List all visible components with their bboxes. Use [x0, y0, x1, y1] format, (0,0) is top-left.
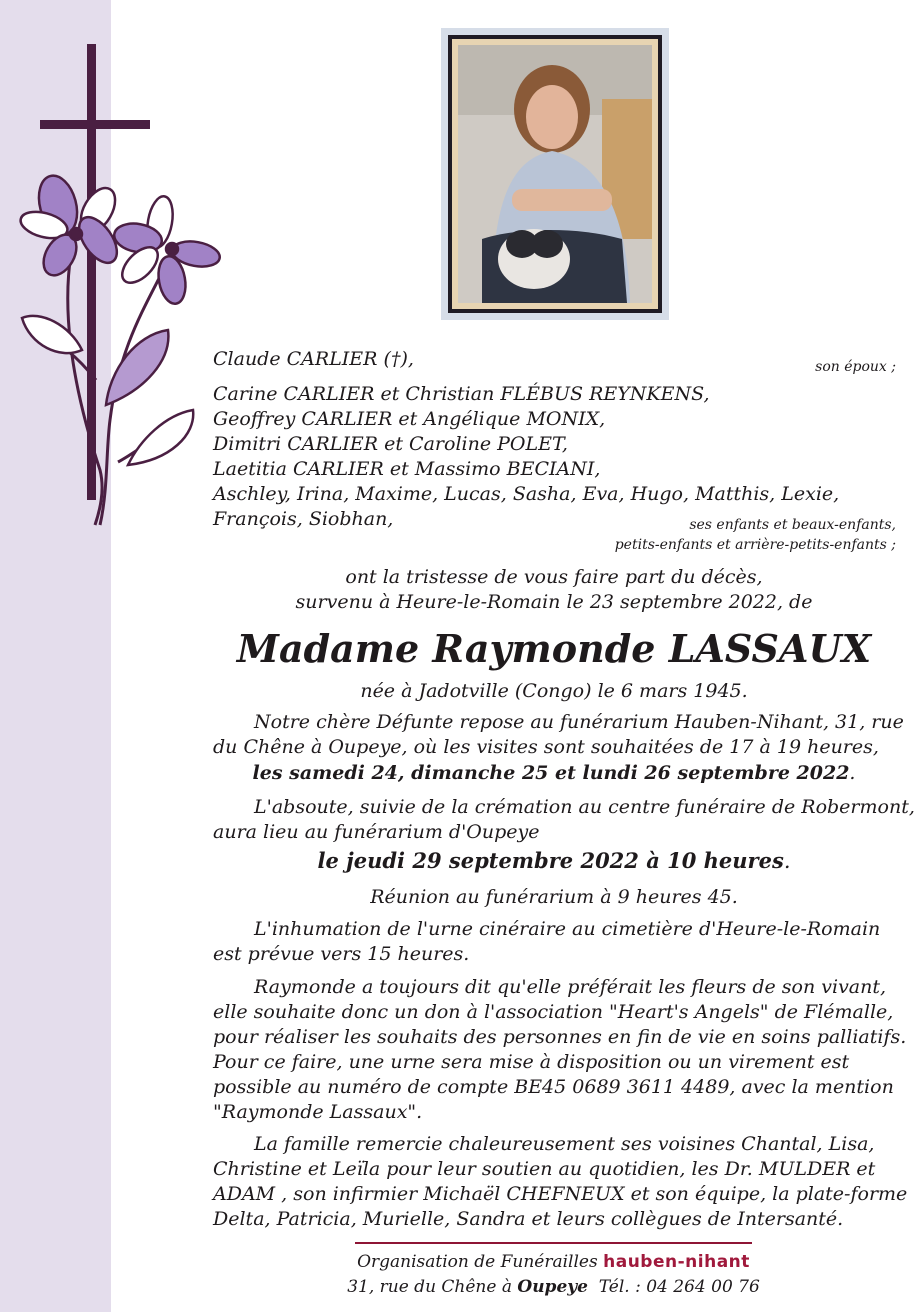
announcement-line: ont la tristesse de vous faire part du décès,: [345, 566, 763, 588]
body-line: ADAM , son infirmier Michaël CHEFNEUX et son équipe, la plate-forme: [213, 1183, 908, 1205]
body-line: Raymonde a toujours dit qu'elle préférait les fleurs de son vivant,: [254, 976, 887, 998]
spouse-role: son époux ;: [815, 359, 896, 375]
body-line: Delta, Patricia, Murielle, Sandra et leurs collègues de Intersanté.: [213, 1208, 844, 1230]
portrait-photo: [452, 39, 658, 309]
body-line: L'absoute, suivie de la crémation au centre funéraire de Robermont,: [254, 796, 915, 818]
footer-divider: [355, 1242, 752, 1244]
footer-address: 31, rue du Chêne à Oupeye Tél. : 04 264 00 76: [347, 1277, 760, 1297]
body-line: Pour ce faire, une urne sera mise à disposition ou un virement est: [213, 1051, 850, 1073]
brand-logo: hauben-nihant: [603, 1252, 750, 1272]
grandchildren-role: petits-enfants et arrière-petits-enfants ;: [614, 537, 896, 553]
visit-dates: les samedi 24, dimanche 25 et lundi 26 septembre 2022.: [252, 762, 856, 784]
body-line: Notre chère Défunte repose au funérarium Hauben-Nihant, 31, rue: [254, 711, 904, 733]
body-line: Christine et Leïla pour leur soutien au quotidien, les Dr. MULDER et: [213, 1158, 876, 1180]
body-line: L'inhumation de l'urne cinéraire au cimetière d'Heure-le-Romain: [254, 918, 881, 940]
body-line: "Raymonde Lassaux".: [213, 1101, 423, 1123]
deceased-name: Madame Raymonde LASSAUX: [236, 626, 872, 671]
child-line: Aschley, Irina, Maxime, Lucas, Sasha, Eva, Hugo, Matthis, Lexie,: [213, 483, 840, 505]
ceremony-date: le jeudi 29 septembre 2022 à 10 heures.: [317, 848, 791, 873]
child-line: Geoffrey CARLIER et Angélique MONIX,: [213, 408, 606, 430]
body-line: elle souhaite donc un don à l'association "Heart's Angels" de Flémalle,: [213, 1001, 894, 1023]
meeting-time: Réunion au funérarium à 9 heures 45.: [370, 886, 738, 908]
footer-organisation: Organisation de Funérailles hauben-nihant: [357, 1252, 750, 1272]
body-line: est prévue vers 15 heures.: [213, 943, 470, 965]
body-line: du Chêne à Oupeye, où les visites sont souhaitées de 17 à 19 heures,: [213, 736, 879, 758]
body-line: possible au numéro de compte BE45 0689 3611 4489, avec la mention: [213, 1076, 894, 1098]
photo-frame: [441, 28, 669, 320]
spouse-line: Claude CARLIER (†),: [213, 348, 414, 370]
birth-info: née à Jadotville (Congo) le 6 mars 1945.: [360, 680, 748, 702]
child-line: Dimitri CARLIER et Caroline POLET,: [213, 433, 568, 455]
body-line: pour réaliser les souhaits des personnes en fin de vie en soins palliatifs.: [213, 1026, 907, 1048]
body-line: aura lieu au funérarium d'Oupeye: [213, 821, 540, 843]
violet-flowers-icon: [0, 0, 230, 540]
child-line: Laetitia CARLIER et Massimo BECIANI,: [213, 458, 601, 480]
child-line: Carine CARLIER et Christian FLÉBUS REYNKENS,: [213, 383, 710, 405]
body-line: La famille remercie chaleureusement ses voisines Chantal, Lisa,: [254, 1133, 875, 1155]
child-line: François, Siobhan,: [213, 508, 394, 530]
children-role: ses enfants et beaux-enfants,: [689, 517, 896, 533]
announcement-line: survenu à Heure-le-Romain le 23 septembre 2022, de: [295, 591, 813, 613]
